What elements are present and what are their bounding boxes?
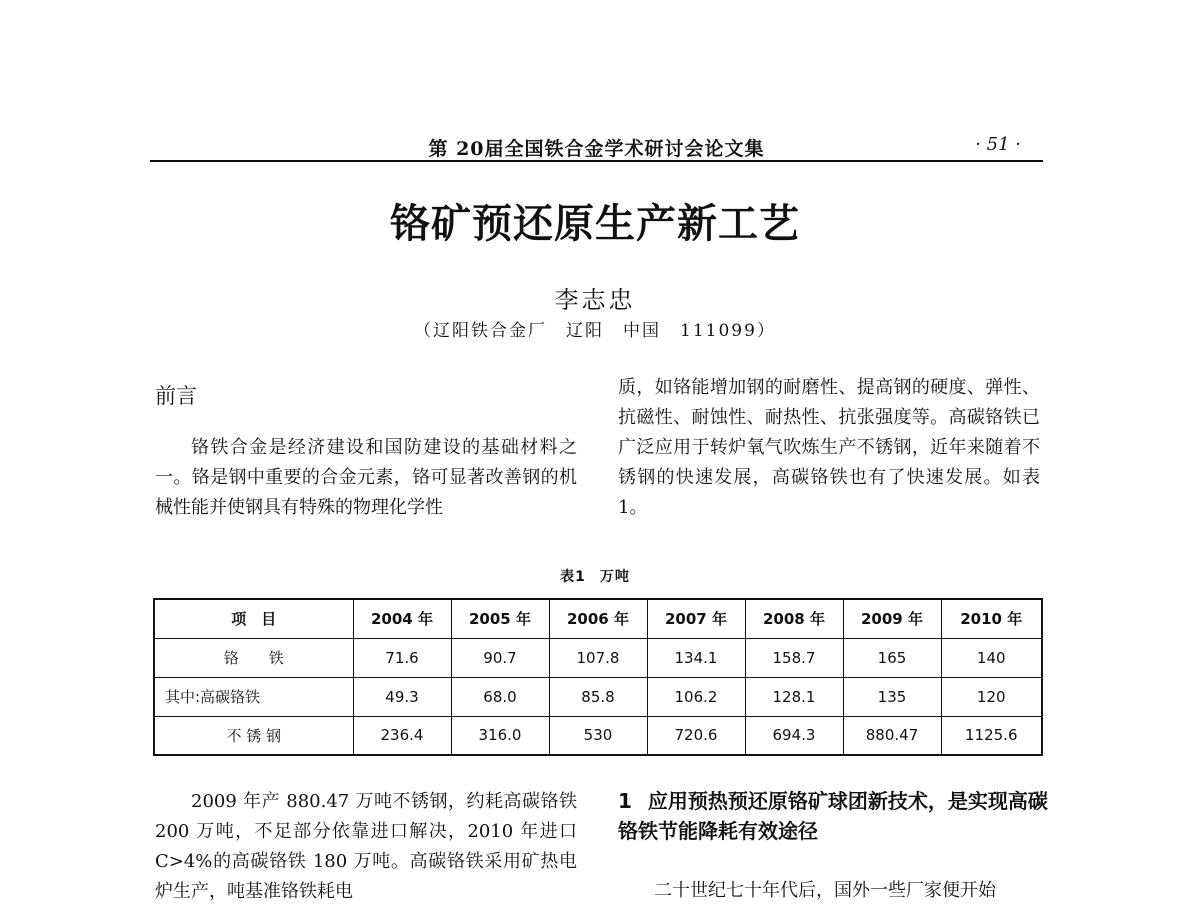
- column-header: 2010 年: [941, 599, 1042, 638]
- table-cell: 128.1: [745, 677, 843, 716]
- table-caption-number: 表1: [560, 569, 586, 585]
- table-cell: 71.6: [353, 638, 451, 677]
- preface-paragraph-right: 质，如铬能增加钢的耐磨性、提高钢的硬度、弹性、抗磁性、耐蚀性、耐热性、抗张强度等。高碳铬铁已广泛应用于转炉氧气吹炼生产不锈钢，近年来随着不锈钢的快速发展，高碳铬铁也有了快速发展。如表 1。: [618, 377, 1040, 518]
- production-paragraph: 2009 年产 880.47 万吨不锈钢，约耗高碳铬铁 200 万吨，不足部分依靠进口解决，2010 年进口 C>4%的高碳铬铁 180 万吨。高碳铬铁采用矿热电炉生产，吨基准铬铁耗电: [155, 791, 577, 902]
- table-cell: 85.8: [549, 677, 647, 716]
- table-cell: 158.7: [745, 638, 843, 677]
- table-caption: [0, 566, 1190, 586]
- section-1-title: 应用预热预还原铬矿球团新技术，是实现高碳铬铁节能降耗有效途径: [618, 789, 1048, 843]
- paper-title: 铬矿预还原生产新工艺: [390, 201, 800, 247]
- column-header: 2004 年: [353, 599, 451, 638]
- table-cell: 140: [941, 638, 1042, 677]
- running-header: [150, 130, 1043, 162]
- table-row: [154, 638, 1042, 677]
- production-table: [153, 598, 1043, 756]
- column-header: 2008 年: [745, 599, 843, 638]
- table-cell: 68.0: [451, 677, 549, 716]
- author-affiliation: （辽阳铁合金厂 辽阳 中国 111099）: [414, 321, 776, 341]
- table-row: [154, 716, 1042, 755]
- column-header: 2006 年: [549, 599, 647, 638]
- table-caption-unit: 万吨: [599, 569, 630, 585]
- column-header: 项 目: [154, 599, 353, 638]
- table-cell: 694.3: [745, 716, 843, 755]
- table-cell: 90.7: [451, 638, 549, 677]
- table-cell: 135: [843, 677, 941, 716]
- table-row: [154, 677, 1042, 716]
- section-1-heading: [618, 786, 1048, 846]
- preface-paragraph-left: 铬铁合金是经济建设和国防建设的基础材料之一。铬是钢中重要的合金元素，铬可显著改善钢的机械性能并使钢具有特殊的物理化学性: [155, 437, 577, 518]
- column-header: 2009 年: [843, 599, 941, 638]
- section-1-number: 1: [618, 789, 632, 813]
- column-header: 2005 年: [451, 599, 549, 638]
- table-cell: 165: [843, 638, 941, 677]
- page-number: · 51 ·: [975, 134, 1021, 155]
- column-header: 2007 年: [647, 599, 745, 638]
- table-cell: 106.2: [647, 677, 745, 716]
- table-cell: 120: [941, 677, 1042, 716]
- author-name: 李志忠: [554, 286, 636, 314]
- preface-heading: 前言: [155, 384, 197, 408]
- table-header-row: [154, 599, 1042, 638]
- row-label: 铬 铁: [154, 638, 353, 677]
- table-cell: 134.1: [647, 638, 745, 677]
- table-cell: 236.4: [353, 716, 451, 755]
- section-1-paragraph: 二十世纪七十年代后，国外一些厂家便开始: [654, 880, 996, 901]
- table-cell: 880.47: [843, 716, 941, 755]
- table-cell: 316.0: [451, 716, 549, 755]
- table-cell: 49.3: [353, 677, 451, 716]
- row-label: 不 锈 钢: [154, 716, 353, 755]
- table-cell: 1125.6: [941, 716, 1042, 755]
- table-cell: 107.8: [549, 638, 647, 677]
- row-label: 其中:高碳铬铁: [154, 677, 353, 716]
- running-title: 第 20届全国铁合金学术研讨会论文集: [428, 138, 765, 160]
- table-cell: 530: [549, 716, 647, 755]
- table-cell: 720.6: [647, 716, 745, 755]
